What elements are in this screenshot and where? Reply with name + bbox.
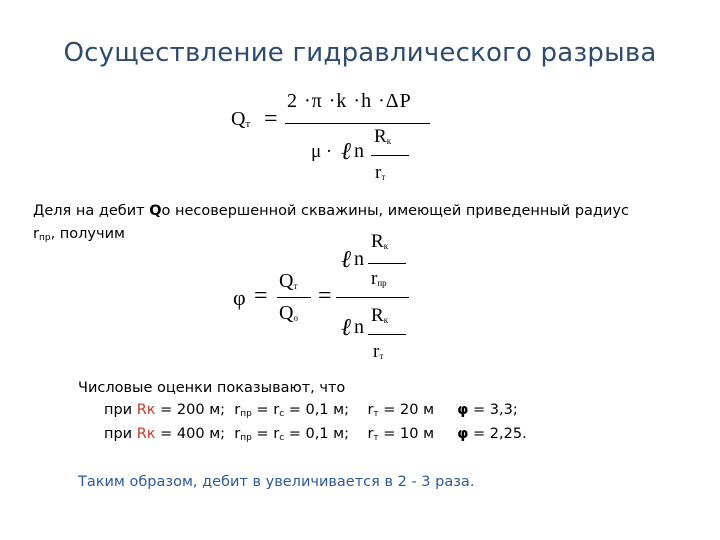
formula2-top-n: n xyxy=(354,248,364,270)
formula1-inner-line xyxy=(371,155,409,156)
paragraph-dividing-line2: $r_{пр}$, получим xyxy=(33,226,125,243)
formula1-n: n xyxy=(354,140,364,162)
formula2-bottom-line xyxy=(368,334,406,335)
bold-q: Q xyxy=(149,203,162,219)
formula2-q-line xyxy=(277,297,311,298)
formula2-top-line xyxy=(368,263,406,264)
estimates-intro: Числовые оценки показывают, что xyxy=(78,380,346,396)
formula1-lhs: Qт xyxy=(231,108,251,130)
formula1-ell: ℓ xyxy=(341,137,351,165)
conclusion-text: Таким образом, дебит в увеличивается в 2 - 3 раза. xyxy=(78,474,475,490)
formula1-inner-denominator: $r_т$ xyxy=(375,162,386,183)
formula1-fraction-line xyxy=(285,123,430,124)
formula2-phi: φ xyxy=(233,285,246,310)
formula2-q-denominator: $Q_о$ xyxy=(279,302,298,324)
formula2-bottom-ell: ℓ xyxy=(341,313,351,341)
formula2-top-denominator: $r_{пр}$ xyxy=(371,268,387,289)
rk-label: Rк xyxy=(136,402,156,418)
formula2-top-numerator: $R_к$ xyxy=(371,231,389,252)
formula2-bottom-denominator: $r_т$ xyxy=(373,341,384,362)
formula2-q-numerator: $Q_т$ xyxy=(279,270,298,292)
formula1-numerator: 2 ·π ·k ·h ·ΔP xyxy=(287,90,412,112)
formula2-equals2: = xyxy=(318,283,332,309)
rk-label: Rк xyxy=(136,426,156,442)
phi-symbol: φ xyxy=(457,426,469,442)
formula1-mu: μ · xyxy=(311,141,333,162)
formula2-bottom-n: n xyxy=(354,316,364,338)
phi-symbol: φ xyxy=(457,402,469,418)
formula1-inner-numerator: $R_к$ xyxy=(374,126,392,147)
formula2-bottom-numerator: $R_к$ xyxy=(371,305,389,326)
formula2-top-ell: ℓ xyxy=(341,245,351,273)
paragraph-dividing: Деля на дебит Qо несовершенной скважины, имеющей приведенный радиус xyxy=(33,203,629,219)
estimate-row: при Rк = 400 м; $r_{пр} = r_с = 0,1$ м; $r_т = 10$ м φ = 2,25. xyxy=(104,426,527,443)
estimate-row: при Rк = 200 м; $r_{пр} = r_с = 0,1$ м; $r_т = 20$ м φ = 3,3; xyxy=(104,402,518,419)
formula2-equals1: = xyxy=(254,283,268,309)
slide-title: Осуществление гидравлического разрыва xyxy=(63,38,657,68)
formula1-equals: = xyxy=(264,106,278,132)
formula2-main-line xyxy=(336,297,409,298)
